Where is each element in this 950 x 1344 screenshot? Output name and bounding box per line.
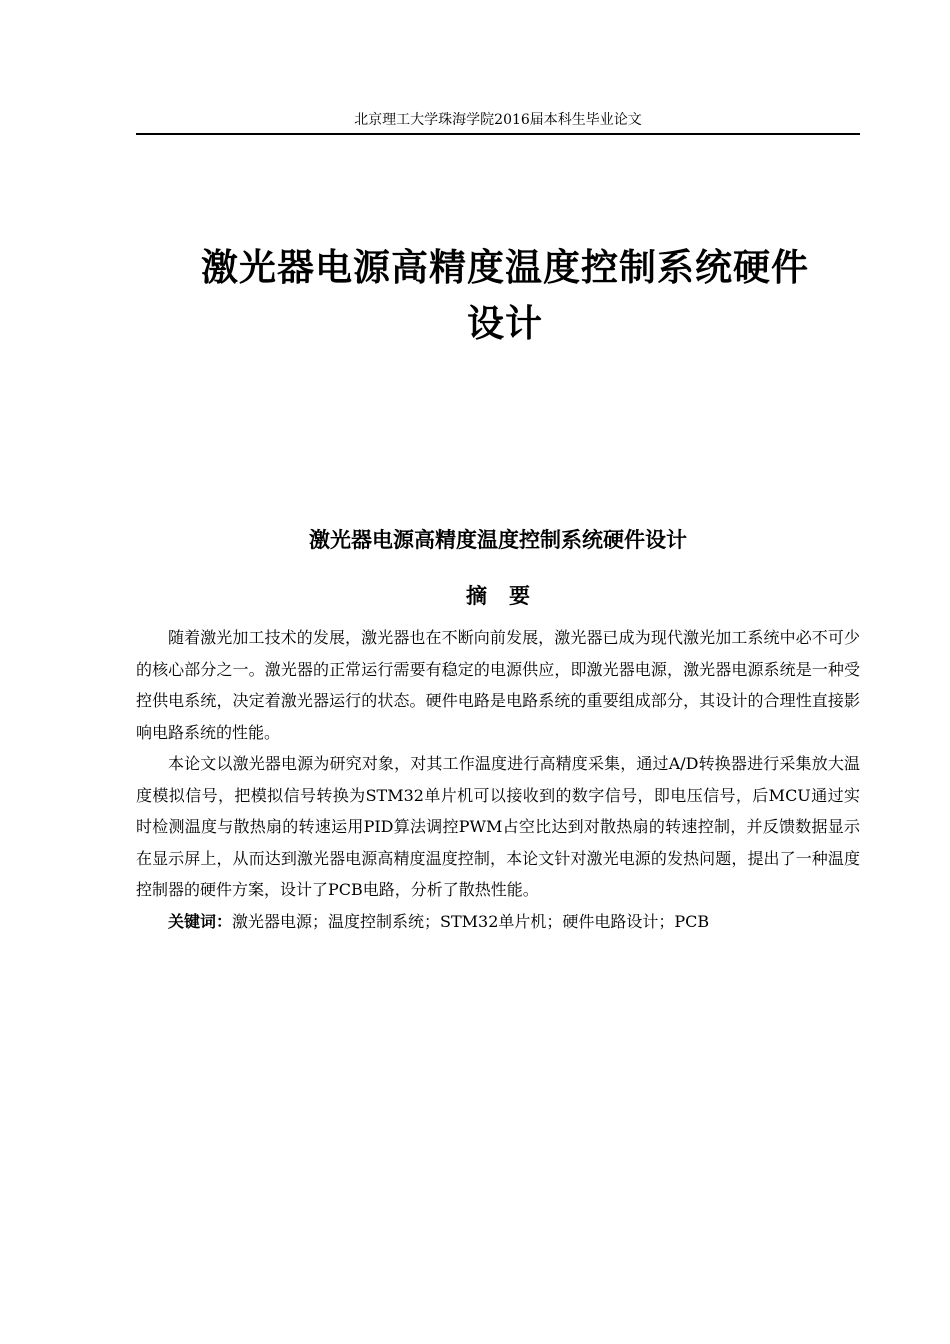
header-rule bbox=[136, 133, 860, 135]
abstract-paragraph-1: 随着激光加工技术的发展，激光器也在不断向前发展，激光器已成为现代激光加工系统中必不可少的核心部分之一。激光器的正常运行需要有稳定的电源供应，即激光器电源，激光器电源系统是一种受控供电系统，决定着激光器运行的状态。硬件电路是电路系统的重要组成部分，其设计的合理性直接影响电路系统的性能。 bbox=[136, 628, 860, 742]
abstract-paragraph-2: 本论文以激光器电源为研究对象，对其工作温度进行高精度采集，通过A/D转换器进行采集放大温度模拟信号，把模拟信号转换为STM32单片机可以接收到的数字信号，即电压信号，后MCU通过实时检测温度与散热扇的转速运用PID算法调控PWM占空比达到对散热扇的转速控制，并反馈数据显示在显示屏上，从而达到激光器电源高精度温度控制，本论文针对激光电源的发热问题，提出了一种温度控制器的硬件方案，设计了PCB电路，分析了散热性能。 bbox=[136, 754, 860, 899]
keywords-text: 激光器电源；温度控制系统；STM32单片机；硬件电路设计；PCB bbox=[232, 911, 710, 931]
abstract-body bbox=[136, 622, 860, 937]
keywords-line bbox=[136, 906, 860, 938]
main-title bbox=[150, 240, 860, 352]
main-title-line1: 激光器电源高精度温度控制系统硬件 bbox=[201, 246, 809, 289]
running-header: 北京理工大学珠海学院2016届本科生毕业论文 bbox=[354, 112, 642, 128]
keywords-label: 关键词： bbox=[168, 911, 233, 931]
main-title-line2: 设计 bbox=[467, 302, 543, 345]
chinese-subtitle: 激光器电源高精度温度控制系统硬件设计 bbox=[309, 528, 687, 552]
abstract-heading: 摘要 bbox=[466, 584, 552, 608]
